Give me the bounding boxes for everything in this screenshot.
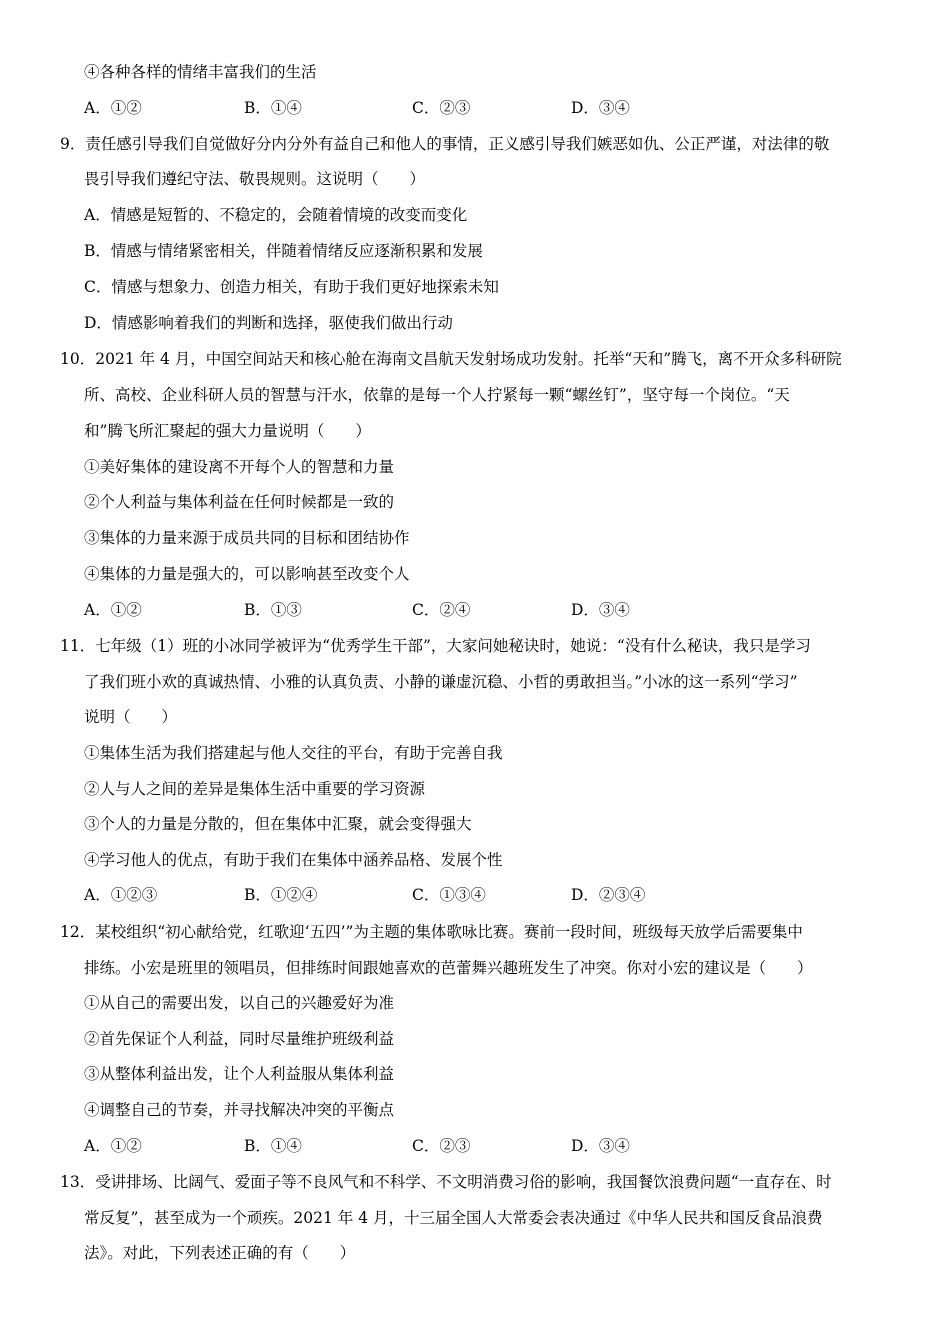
- q12-stem-line2: 排练。小宏是班里的领唱员，但排练时间跟她喜欢的芭蕾舞兴趣班发生了冲突。你对小宏的建议是（ ）: [84, 959, 813, 977]
- q10-statement-1: ①美好集体的建设离不开每个人的智慧和力量: [84, 458, 395, 476]
- q12-option-d: D．③④: [571, 1137, 630, 1155]
- q9-option-b: B．情感与情绪紧密相关，伴随着情绪反应逐渐积累和发展: [84, 242, 483, 260]
- q11-statement-2: ②人与人之间的差异是集体生活中重要的学习资源: [84, 780, 426, 798]
- q13-stem-line1: 13．受讲排场、比阔气、爱面子等不良风气和不科学、不文明消费习俗的影响，我国餐饮浪费问题“一直存在、时: [60, 1173, 832, 1191]
- q11-option-b: B．①②④: [244, 886, 318, 904]
- prev-option-b: B．①④: [244, 99, 302, 117]
- q12-statement-1: ①从自己的需要出发，以自己的兴趣爱好为准: [84, 994, 395, 1012]
- q9-stem-line1: 9．责任感引导我们自觉做好分内分外有益自己和他人的事情，正义感引导我们嫉恶如仇、公正严谨，对法律的敬: [60, 135, 830, 153]
- q9-option-c: C．情感与想象力、创造力相关，有助于我们更好地探索未知: [84, 278, 499, 296]
- q12-option-c: C．②③: [412, 1137, 471, 1155]
- prev-option-c: C．②③: [412, 99, 471, 117]
- q13-stem-line2: 常反复”，甚至成为一个顽疾。2021 年 4 月，十三届全国人大常委会表决通过《中华人民共和国反食品浪费: [84, 1209, 823, 1227]
- q10-option-b: B．①③: [244, 601, 302, 619]
- q9-stem-line2: 畏引导我们遵纪守法、敬畏规则。这说明（ ）: [84, 170, 426, 188]
- q10-statement-4: ④集体的力量是强大的，可以影响甚至改变个人: [84, 565, 410, 583]
- q11-statement-3: ③个人的力量是分散的，但在集体中汇聚，就会变得强大: [84, 815, 472, 833]
- q12-statement-3: ③从整体利益出发，让个人利益服从集体利益: [84, 1065, 395, 1083]
- q10-option-d: D．③④: [571, 601, 630, 619]
- q11-statement-4: ④学习他人的优点，有助于我们在集体中涵养品格、发展个性: [84, 851, 503, 869]
- q10-option-a: A．①②: [84, 601, 142, 619]
- prev-option-d: D．③④: [571, 99, 630, 117]
- q13-stem-line3: 法》。对此，下列表述正确的有（ ）: [84, 1244, 356, 1262]
- q11-option-a: A．①②③: [84, 886, 158, 904]
- prev-statement-4: ④各种各样的情绪丰富我们的生活: [84, 63, 317, 81]
- q11-stem-line2: 了我们班小欢的真诚热情、小雅的认真负责、小静的谦虚沉稳、小哲的勇敢担当。”小冰的这一系列“学习”: [84, 673, 798, 691]
- q11-statement-1: ①集体生活为我们搭建起与他人交往的平台，有助于完善自我: [84, 744, 503, 762]
- q11-stem-line1: 11．七年级（1）班的小冰同学被评为“优秀学生干部”，大家问她秘诀时，她说：“没有什么秘诀，我只是学习: [60, 637, 811, 655]
- q10-statement-3: ③集体的力量来源于成员共同的目标和团结协作: [84, 529, 410, 547]
- q10-stem-line1: 10．2021 年 4 月，中国空间站天和核心舱在海南文昌航天发射场成功发射。托举“天和”腾飞，离不开众多科研院: [60, 350, 842, 368]
- prev-option-a: A．①②: [84, 99, 142, 117]
- q10-statement-2: ②个人利益与集体利益在任何时候都是一致的: [84, 493, 395, 511]
- q11-option-c: C．①③④: [412, 886, 486, 904]
- q10-option-c: C．②④: [412, 601, 471, 619]
- q12-stem-line1: 12．某校组织“初心献给党，红歌迎‘五四’”为主题的集体歌咏比赛。赛前一段时间，班级每天放学后需要集中: [60, 923, 803, 941]
- q9-option-d: D．情感影响着我们的判断和选择，驱使我们做出行动: [84, 314, 453, 332]
- q11-option-d: D．②③④: [571, 886, 646, 904]
- q9-option-a: A．情感是短暂的、不稳定的，会随着情境的改变而变化: [84, 206, 468, 224]
- q11-stem-line3: 说明（ ）: [84, 708, 178, 726]
- q12-statement-2: ②首先保证个人利益，同时尽量维护班级利益: [84, 1030, 395, 1048]
- q12-option-a: A．①②: [84, 1137, 142, 1155]
- q10-stem-line3: 和”腾飞所汇聚起的强大力量说明（ ）: [84, 422, 371, 440]
- q12-option-b: B．①④: [244, 1137, 302, 1155]
- q10-stem-line2: 所、高校、企业科研人员的智慧与汗水，依靠的是每一个人拧紧每一颗“螺丝钉”，坚守每一个岗位。“天: [84, 386, 790, 404]
- q12-statement-4: ④调整自己的节奏，并寻找解决冲突的平衡点: [84, 1101, 395, 1119]
